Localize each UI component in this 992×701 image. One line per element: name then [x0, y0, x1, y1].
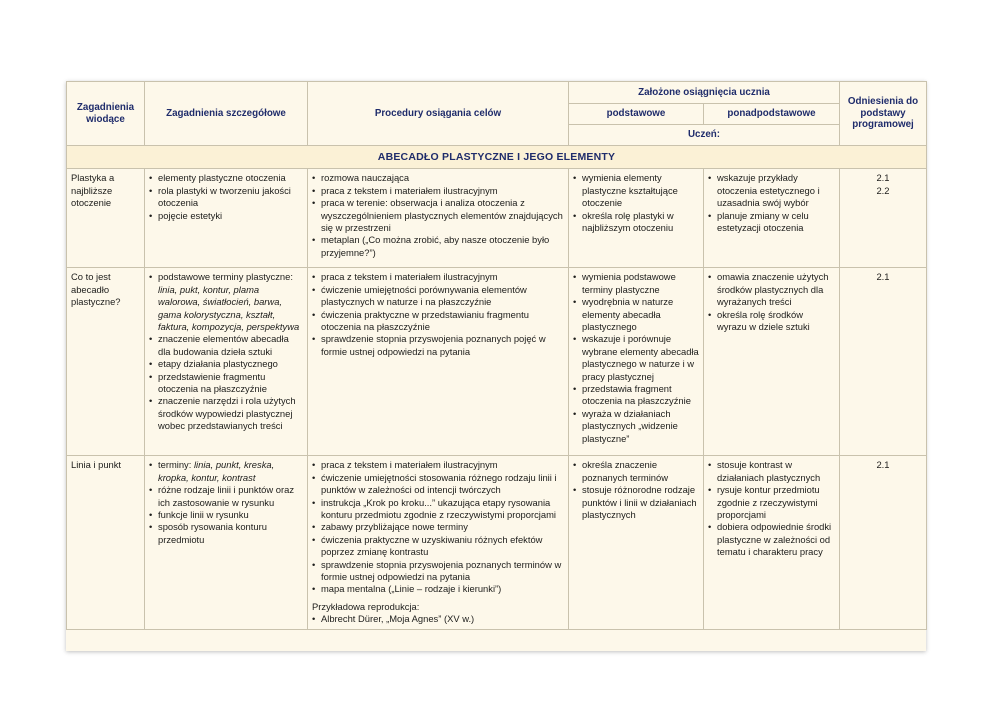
list-item: • dobiera odpowiednie środki plastyczne w zależności od tematu i charakteru pracy — [708, 521, 835, 558]
list-item: • sprawdzenie stopnia przyswojenia poznanych terminów w formie ustnej odpowiedzi na pytania — [312, 559, 564, 584]
list-item: • praca z tekstem i materiałem ilustracyjnym — [312, 185, 564, 197]
basic-cell — [569, 268, 704, 456]
list-item: • rysuje kontur przedmiotu zgodnie z rzeczywistymi proporcjami — [708, 484, 835, 521]
procedures-cell — [308, 169, 569, 268]
list-item: • Albrecht Dürer, „Moja Agnes” (XV w.) — [312, 613, 564, 625]
list-item: • wskazuje przykłady otoczenia estetycznego i uzasadnia swój wybór — [708, 172, 835, 209]
ref-value: 2.1 — [876, 172, 890, 184]
list-item: • różne rodzaje linii i punktów oraz ich zastosowanie w rysunku — [149, 484, 303, 509]
header-curriculum-refs: Odniesienia do podstawy programowej — [840, 82, 927, 146]
table-row — [67, 169, 927, 268]
refs-cell — [840, 456, 927, 629]
list-item: • mapa mentalna („Linie – rodzaje i kierunki”) — [312, 583, 564, 595]
details-cell — [145, 456, 308, 629]
header-student: Uczeń: — [569, 125, 840, 146]
list-item: • wyodrębnia w naturze elementy abecadła plastycznego — [573, 296, 699, 333]
advanced-cell — [704, 268, 840, 456]
list-item: • wyraża w działaniach plastycznych „widzenie plastyczne” — [573, 408, 699, 445]
details-cell — [145, 169, 308, 268]
list-item: • stosuje kontrast w działaniach plastycznych — [708, 459, 835, 484]
table-row — [67, 268, 927, 456]
table-row — [67, 456, 927, 629]
basic-cell — [569, 169, 704, 268]
ref-value: 2.1 — [876, 459, 890, 471]
list-item — [149, 271, 303, 333]
procedures-cell — [308, 456, 569, 629]
curriculum-table-sheet — [66, 81, 926, 651]
list-item: • planuje zmiany w celu estetyzacji otoczenia — [708, 210, 835, 235]
list-item: • ćwiczenia praktyczne w przedstawianiu fragmentu otoczenia na płaszczyźnie — [312, 309, 564, 334]
header-advanced: ponadpodstawowe — [704, 104, 840, 125]
list-item: • ćwiczenie umiejętności porównywania elementów plastycznych w naturze i na płaszczyźnie — [312, 284, 564, 309]
list-item: • omawia znaczenie użytych środków plastycznych dla wyrażanych treści — [708, 271, 835, 308]
list-item: • sposób rysowania konturu przedmiotu — [149, 521, 303, 546]
list-item — [149, 459, 303, 484]
list-item: • znaczenie narzędzi i rola użytych środków wypowiedzi plastycznej wobec przedstawianych treści — [149, 395, 303, 432]
list-item: • funkcje linii w rysunku — [149, 509, 303, 521]
ref-value: 2.1 — [876, 271, 890, 283]
list-item: • zabawy przybliżające nowe terminy — [312, 521, 564, 533]
details-cell — [145, 268, 308, 456]
list-item: • przedstawia fragment otoczenia na płaszczyźnie — [573, 383, 699, 408]
list-item: • określa rolę plastyki w najbliższym otoczeniu — [573, 210, 699, 235]
list-item: • wymienia podstawowe terminy plastyczne — [573, 271, 699, 296]
ref-value: 2.2 — [876, 184, 890, 196]
list-item: • przedstawienie fragmentu otoczenia na płaszczyźnie — [149, 371, 303, 396]
list-item: • wymienia elementy plastyczne kształtujące otoczenie — [573, 172, 699, 209]
list-item: • instrukcja „Krok po kroku...” ukazująca etapy rysowania konturu przedmiotu zgodnie z rzeczywistymi proporcjami — [312, 497, 564, 522]
list-item: • rozmowa nauczająca — [312, 172, 564, 184]
list-item: • określa rolę środków wyrazu w dziele sztuki — [708, 309, 835, 334]
list-item: • etapy działania plastycznego — [149, 358, 303, 370]
header-procedures: Procedury osiągania celów — [308, 82, 569, 146]
list-item: • pojęcie estetyki — [149, 210, 303, 222]
list-item: • metaplan („Co można zrobić, aby nasze otoczenie było przyjemne?”) — [312, 234, 564, 259]
details-terms: linia, pukt, kontur, plama walorowa, światłocień, barwa, gama kolorystyczna, kształt, faktura, kompozycja, perspektywa — [158, 283, 300, 333]
details-lead: podstawowe terminy plastyczne: — [158, 271, 293, 283]
list-item: • praca z tekstem i materiałem ilustracyjnym — [312, 459, 564, 471]
list-item: • ćwiczenie umiejętności stosowania różnego rodzaju linii i punktów w zależności od intencji twórczych — [312, 472, 564, 497]
list-item: • sprawdzenie stopnia przyswojenia poznanych pojęć w formie ustnej odpowiedzi na pytania — [312, 333, 564, 358]
list-item: • rola plastyki w tworzeniu jakości otoczenia — [149, 185, 303, 210]
header-main-topics: Zagadnienia wiodące — [67, 82, 145, 146]
procedures-cell — [308, 268, 569, 456]
advanced-cell — [704, 169, 840, 268]
refs-cell — [840, 268, 927, 456]
list-item: • praca w terenie: obserwacja i analiza otoczenia z wyszczególnieniem plastycznych elementów znajdujących się w przestrzeni — [312, 197, 564, 234]
reproduction-title: Przykładowa reprodukcja: — [312, 600, 420, 612]
refs-cell — [840, 169, 927, 268]
section-title: ABECADŁO PLASTYCZNE I JEGO ELEMENTY — [67, 146, 927, 169]
list-item: • określa znaczenie poznanych terminów — [573, 459, 699, 484]
details-lead: terminy: — [158, 459, 194, 471]
header-basic: podstawowe — [569, 104, 704, 125]
list-item: • elementy plastyczne otoczenia — [149, 172, 303, 184]
list-item: • stosuje różnorodne rodzaje punktów i linii w działaniach plastycznych — [573, 484, 699, 521]
basic-cell — [569, 456, 704, 629]
advanced-cell — [704, 456, 840, 629]
curriculum-table — [66, 81, 927, 630]
list-item: • praca z tekstem i materiałem ilustracyjnym — [312, 271, 564, 283]
topic-cell: Co to jest abecadło plastyczne? — [67, 268, 145, 456]
list-item: • ćwiczenia praktyczne w uzyskiwaniu różnych efektów poprzez zmianę kontrastu — [312, 534, 564, 559]
topic-cell: Linia i punkt — [67, 456, 145, 629]
header-achievements: Założone osiągnięcia ucznia — [569, 82, 840, 104]
list-item: • wskazuje i porównuje wybrane elementy abecadła plastycznego w naturze i w pracy plastycznej — [573, 333, 699, 383]
topic-cell: Plastyka a najbliższe otoczenie — [67, 169, 145, 268]
list-item: • znaczenie elementów abecadła dla budowania dzieła sztuki — [149, 333, 303, 358]
details-terms: linia, punkt, kreska, kropka, kontur, kontrast — [158, 459, 275, 483]
header-detailed-topics: Zagadnienia szczegółowe — [145, 82, 308, 146]
